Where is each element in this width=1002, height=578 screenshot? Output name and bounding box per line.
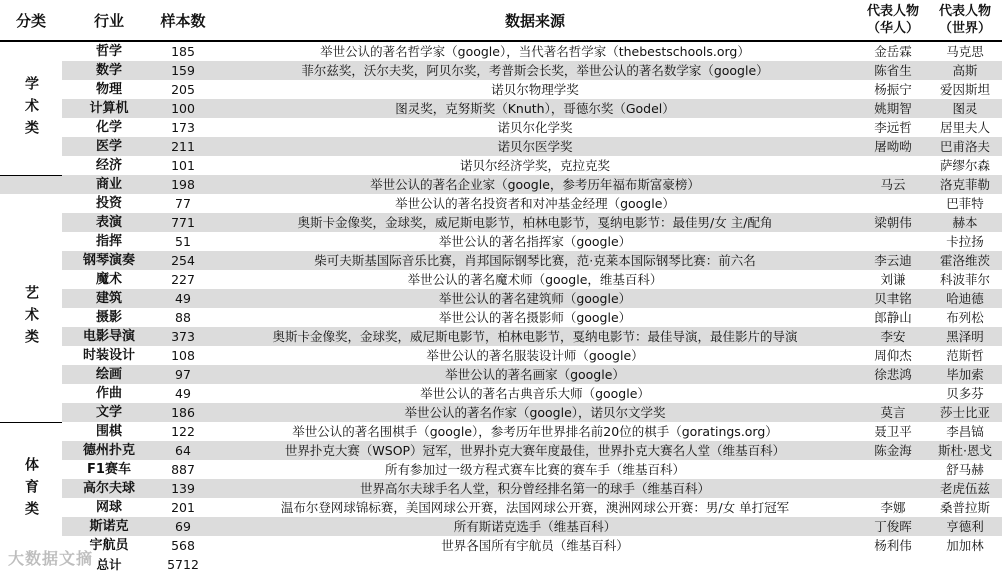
sample-count-cell: 198 [171,177,195,192]
table-row [0,479,1002,498]
source-cell: 诺贝尔经济学奖，克拉克奖 [459,158,610,173]
industry-cell: 数学 [95,63,122,78]
rep-chinese-cell: 李云迪 [874,253,912,268]
table-row [0,118,1002,137]
header-rep-cn-line1: 代表人物 [866,4,919,19]
industry-cell: 表演 [95,215,122,230]
rep-chinese-cell: 杨振宁 [874,82,912,97]
rep-chinese-cell: 周仰杰 [874,348,912,363]
table-row [0,156,1002,175]
header-industry: 行业 [93,11,124,30]
category-arts: 艺术类 [0,213,62,422]
industry-cell: 魔术 [95,272,122,287]
sample-count-cell: 771 [171,215,195,230]
industry-cell: 医学 [95,139,122,154]
table-row [0,289,1002,308]
rep-chinese-cell: 莫言 [880,405,906,420]
industry-cell: 投资 [95,196,122,211]
rep-world-cell: 舒马赫 [946,462,984,477]
rep-chinese-cell: 金岳霖 [874,44,912,59]
industry-cell: 网球 [95,500,122,515]
header-sample: 样本数 [160,11,206,30]
header-rep-cn-line2: （华人） [866,21,919,36]
total-value: 5712 [167,557,199,572]
rep-world-cell: 李昌镐 [946,424,984,439]
rep-chinese-cell: 姚期智 [874,101,912,116]
source-cell: 菲尔兹奖，沃尔夫奖，阿贝尔奖，考普斯会长奖，举世公认的著名数学家（google） [301,63,769,78]
watermark: 大数据文摘 [8,549,94,568]
table-row [0,270,1002,289]
sample-count-cell: 108 [171,348,195,363]
rep-world-cell: 加加林 [946,538,984,553]
table-row [0,517,1002,536]
sample-count-cell: 568 [171,538,195,553]
table-row [0,403,1002,422]
source-cell: 举世公认的著名摄影师（google） [438,310,632,325]
rep-chinese-cell: 杨利伟 [874,538,912,553]
source-cell: 奥斯卡金像奖，金球奖，威尼斯电影节，柏林电影节，戛纳电影节：最佳导演，最佳影片的导演 [272,329,798,344]
table-row [0,137,1002,156]
sample-count-cell: 205 [171,82,195,97]
rep-world-cell: 霍洛维茨 [939,253,990,268]
rep-chinese-cell [860,156,926,175]
sample-count-cell: 49 [175,291,191,306]
rep-world-cell: 巴甫洛夫 [939,139,990,154]
industry-cell: 斯诺克 [89,519,129,534]
rep-world-cell: 桑普拉斯 [939,500,990,515]
table-row [0,498,1002,517]
rep-chinese-cell: 徐悲鸿 [874,367,912,382]
table-row [0,441,1002,460]
source-cell: 世界各国所有宇航员（维基百科） [441,538,629,553]
rep-chinese-cell [860,194,926,213]
header-category: 分类 [15,11,46,30]
rep-world-cell: 贝多芬 [946,386,984,401]
source-cell: 诺贝尔物理学奖 [491,82,579,97]
table-row [0,213,1002,232]
source-cell: 诺贝尔化学奖 [497,120,573,135]
rep-chinese-cell: 屠呦呦 [874,139,912,154]
sample-count-cell: 64 [175,443,191,458]
rep-world-cell: 居里夫人 [939,120,990,135]
rep-chinese-cell: 梁朝伟 [874,215,912,230]
sample-count-cell: 887 [171,462,195,477]
industry-cell: 作曲 [95,386,122,401]
industry-cell: 物理 [95,82,122,97]
rep-chinese-cell: 陈省生 [874,63,912,78]
sample-count-cell: 211 [171,139,195,154]
rep-world-cell: 莎士比亚 [939,405,990,420]
header-rep-world [928,0,1002,40]
table-row [0,346,1002,365]
industry-cell: 钢琴演奏 [82,253,135,268]
rep-chinese-cell: 聂卫平 [874,424,912,439]
source-cell: 温布尔登网球锦标赛，美国网球公开赛，法国网球公开赛，澳洲网球公开赛：男/女 单打冠军 [280,500,790,515]
sample-count-cell: 88 [175,310,191,325]
table-row [0,175,1002,194]
industry-cell: 经济 [95,158,122,173]
table-row [0,365,1002,384]
industry-cell: 围棋 [95,424,122,439]
table-row [0,251,1002,270]
rep-chinese-cell: 马云 [880,177,906,192]
sample-count-cell: 227 [171,272,195,287]
rep-world-cell: 毕加索 [946,367,984,382]
header-rep-cn [858,0,928,40]
industry-cell: 宇航员 [89,538,129,553]
industry-cell: 哲学 [95,44,122,59]
rep-world-cell: 科波菲尔 [939,272,990,287]
sample-count-cell: 186 [171,405,195,420]
rep-chinese-cell [860,384,926,403]
sample-count-cell: 97 [175,367,191,382]
source-cell: 举世公认的著名画家（google） [445,367,625,382]
rep-world-cell: 图灵 [952,101,978,116]
source-cell: 举世公认的著名围棋手（google），参考历年世界排名前20位的棋手（goratings.org） [292,424,778,439]
rep-world-cell: 马克思 [946,44,984,59]
table-row [0,80,1002,99]
source-cell: 举世公认的著名企业家（google，参考历年福布斯富豪榜） [370,177,700,192]
total-label: 总计 [96,557,122,572]
rep-world-cell: 亨德利 [946,519,984,534]
rep-chinese-cell: 李娜 [880,500,906,515]
table-row [0,194,1002,213]
sample-count-cell: 77 [175,196,191,211]
industry-cell: 时装设计 [82,348,135,363]
source-cell: 举世公认的著名指挥家（google） [438,234,632,249]
industry-cell: 摄影 [95,310,122,325]
table-row [0,327,1002,346]
industry-cell: 高尔夫球 [82,481,135,496]
industry-cell: 指挥 [95,234,122,249]
source-cell: 举世公认的著名服装设计师（google） [426,348,644,363]
sample-count-cell: 101 [171,158,195,173]
sample-count-cell: 49 [175,386,191,401]
rep-chinese-cell: 贝聿铭 [874,291,912,306]
table-row [0,308,1002,327]
rep-world-cell: 巴菲特 [946,196,984,211]
rep-world-cell: 赫本 [952,215,978,230]
rep-chinese-cell [860,232,926,251]
source-cell: 诺贝尔医学奖 [497,139,573,154]
header-source: 数据来源 [504,11,565,30]
sample-count-cell: 159 [171,63,195,78]
source-cell: 图灵奖，克努斯奖（Knuth），哥德尔奖（Godel） [395,101,675,116]
source-cell: 世界高尔夫球手名人堂，积分曾经排名第一的球手（维基百科） [359,481,710,496]
rep-world-cell: 斯杜·恩戈 [938,443,992,458]
source-cell: 奥斯卡金像奖，金球奖，威尼斯电影节，柏林电影节，戛纳电影节：最佳男/女 主/配角 [297,215,773,230]
source-cell: 举世公认的著名作家（google），诺贝尔文学奖 [404,405,666,420]
category-academic: 学术类 [0,42,62,175]
category-sports: 体育类 [0,423,62,556]
industry-cell: 建筑 [95,291,122,306]
category-divider [0,175,62,176]
rep-world-cell: 卡拉扬 [946,234,984,249]
sample-count-cell: 254 [171,253,195,268]
industry-cell: 德州扑克 [82,443,135,458]
sample-count-cell: 100 [171,101,195,116]
rep-world-cell: 哈迪德 [946,291,984,306]
rep-world-cell: 老虎伍兹 [939,481,990,496]
source-cell: 世界扑克大赛（WSOP）冠军，世界扑克大赛年度最佳，世界扑克大赛名人堂（维基百科） [284,443,786,458]
source-cell: 举世公认的著名投资者和对冲基金经理（google） [395,196,675,211]
table-row [0,42,1002,61]
industry-cell: 计算机 [89,101,129,116]
sample-count-cell: 69 [175,519,191,534]
sample-count-cell: 51 [175,234,191,249]
industry-cell: 绘画 [95,367,122,382]
sample-count-cell: 373 [171,329,195,344]
header-rep-world-line2: （世界） [938,21,991,36]
rep-chinese-cell: 李安 [880,329,906,344]
table-row [0,384,1002,403]
source-cell: 举世公认的著名建筑师（google） [438,291,632,306]
rep-world-cell: 萨缪尔森 [939,158,990,173]
industry-cell: 电影导演 [82,329,135,344]
table-row [0,99,1002,118]
industry-cell: 商业 [95,177,122,192]
rep-world-cell: 布列松 [946,310,984,325]
source-cell: 所有斯诺克选手（维基百科） [453,519,617,534]
table-row [0,460,1002,479]
source-cell: 举世公认的著名魔术师（google，维基百科） [407,272,663,287]
rep-chinese-cell: 李远哲 [874,120,912,135]
source-cell: 柴可夫斯基国际音乐比赛，肖邦国际钢琴比赛，范·克莱本国际钢琴比赛：前六名 [314,253,756,268]
sample-count-cell: 122 [171,424,195,439]
rep-chinese-cell: 郎静山 [874,310,912,325]
rep-chinese-cell: 陈金海 [874,443,912,458]
table-row [0,61,1002,80]
source-cell: 所有参加过一级方程式赛车比赛的赛车手（维基百科） [384,462,685,477]
table-row [0,232,1002,251]
rep-chinese-cell: 刘谦 [880,272,906,287]
rep-world-cell: 爱因斯坦 [939,82,990,97]
source-cell: 举世公认的著名哲学家（google），当代著名哲学家（thebestschools.org） [320,44,750,59]
rep-chinese-cell [860,479,926,498]
header-rep-world-line1: 代表人物 [938,4,991,19]
rep-chinese-cell [860,460,926,479]
source-cell: 举世公认的著名古典音乐大师（google） [420,386,650,401]
rep-world-cell: 洛克菲勒 [939,177,990,192]
rep-world-cell: 范斯哲 [946,348,984,363]
industry-cell: F1赛车 [87,462,131,477]
table-row [0,422,1002,441]
sample-count-cell: 201 [171,500,195,515]
sample-count-cell: 139 [171,481,195,496]
sample-count-cell: 173 [171,120,195,135]
rep-world-cell: 高斯 [952,63,978,78]
industry-cell: 文学 [95,405,122,420]
rep-chinese-cell: 丁俊晖 [874,519,912,534]
sample-count-cell: 185 [171,44,195,59]
rep-world-cell: 黑泽明 [946,329,984,344]
table-row [0,536,1002,555]
industry-cell: 化学 [95,120,122,135]
